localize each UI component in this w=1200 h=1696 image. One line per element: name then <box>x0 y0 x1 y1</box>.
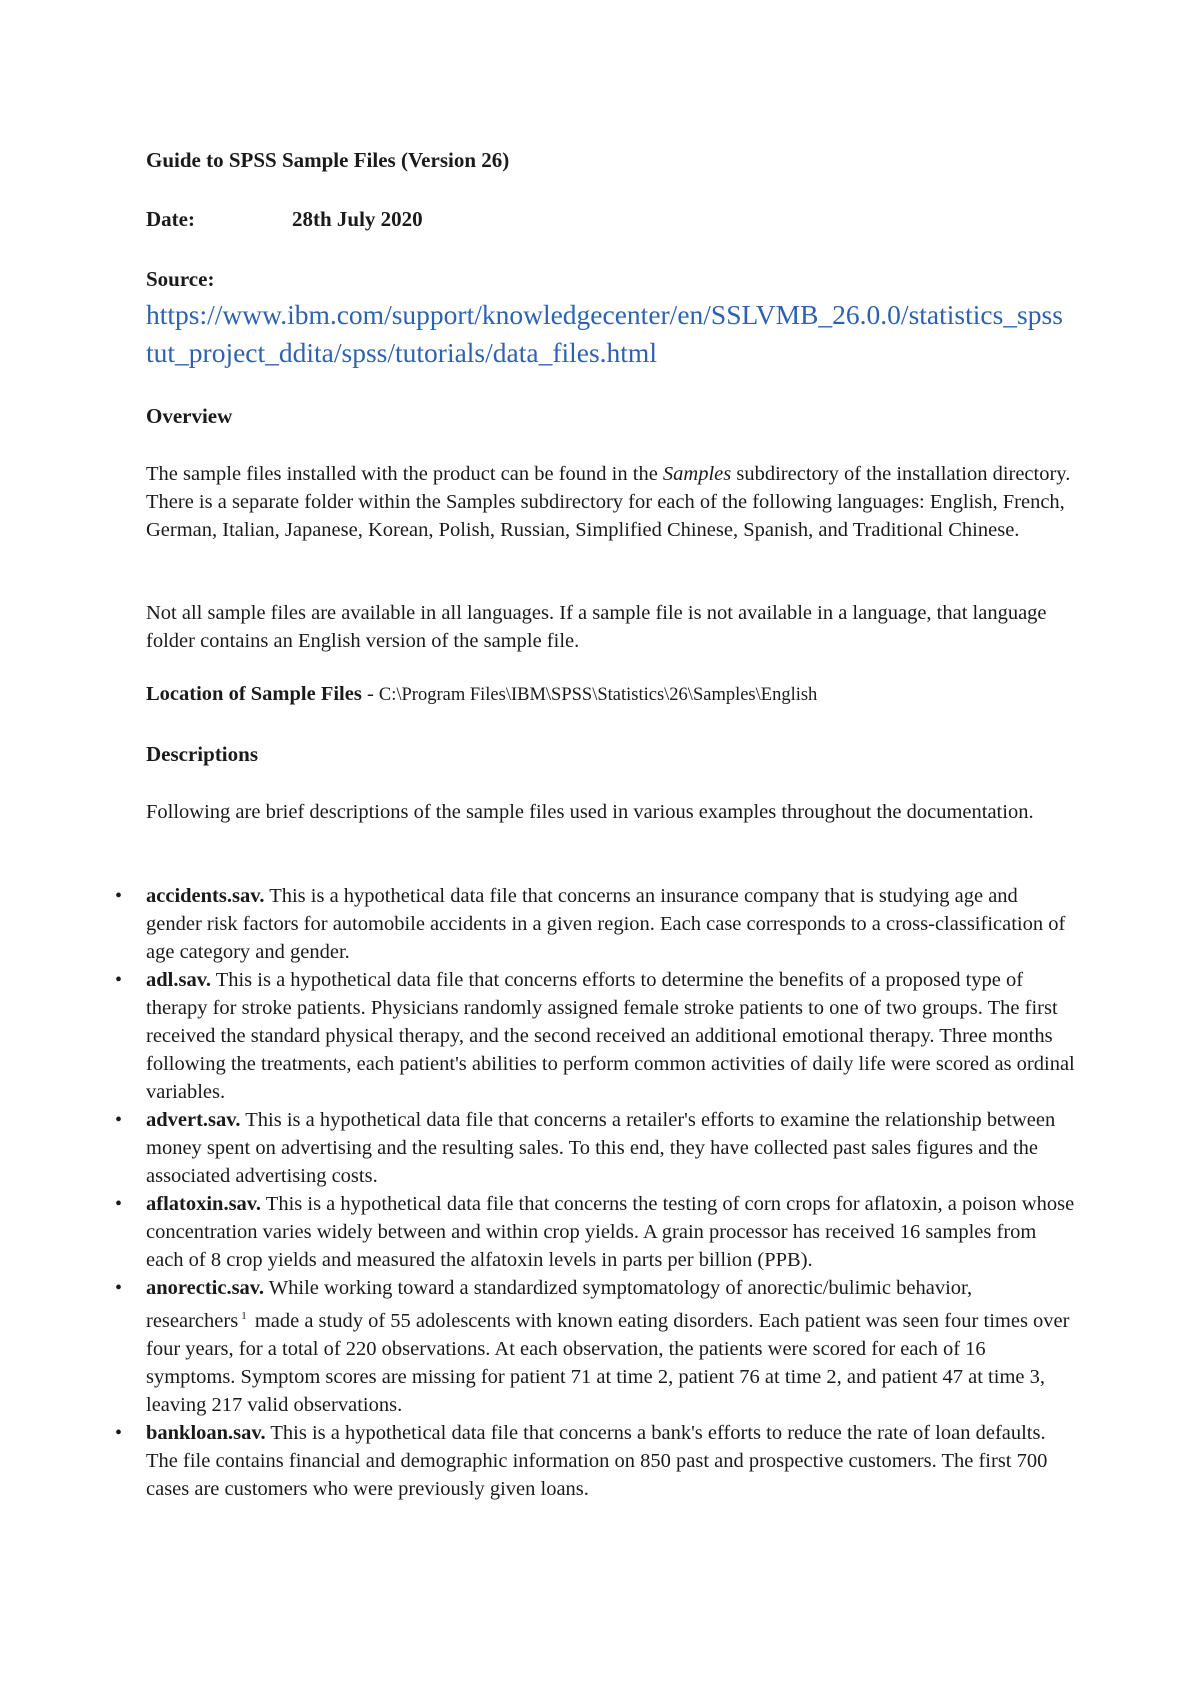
overview-text-after: subdirectory of the installation directory. There is a separate folder within the Samples subdirectory for each of the following languages: English, French, German, Italian, Japanese, Korean, Polish, Russian, Simplified Chinese, Spanish, and Traditional Chinese. <box>146 463 1071 541</box>
file-description: This is a hypothetical data file that concerns the testing of corn crops for aflatoxin, a poison whose concentration varies widely between and within crop yields. A grain processor has received 16 samples from each of 8 crop yields and measured the alfatoxin levels in parts per billion (PPB). <box>146 1193 1075 1271</box>
date-value: 28th July 2020 <box>292 207 423 231</box>
descriptions-heading: Descriptions <box>146 742 258 766</box>
file-name: bankloan.sav. <box>146 1421 266 1444</box>
descriptions-intro: Following are brief descriptions of the sample files used in various examples throughout the documentation. <box>146 801 1034 823</box>
location-label: Location of Sample Files <box>146 683 362 705</box>
location-separator: - <box>361 683 379 705</box>
location-path: C:\Program Files\IBM\SPSS\Statistics\26\Samples\English <box>378 685 818 705</box>
list-item-aflatoxin <box>115 1190 1076 1274</box>
bullet-icon: • <box>115 969 123 991</box>
file-description: This is a hypothetical data file that concerns a retailer's efforts to examine the relationship between money spent on advertising and the resulting sales. To this end, they have collected past sales figures and the associated advertising costs. <box>146 1109 1056 1187</box>
list-item-bankloan <box>115 1419 1076 1503</box>
overview-paragraph-1 <box>146 460 1076 544</box>
file-name: anorectic.sav. <box>146 1277 265 1299</box>
overview-text-before: The sample files installed with the product can be found in the <box>146 463 663 485</box>
source-link[interactable]: https://www.ibm.com/support/knowledgecenter/en/SSLVMB_26.0.0/statistics_spsstut_project_ddita/spss/tutorials/data_files.html <box>146 299 1063 368</box>
bullet-icon: • <box>115 885 123 907</box>
file-name: advert.sav. <box>146 1109 241 1131</box>
overview-paragraph-2: Not all sample files are available in all languages. If a sample file is not available in a language, that language folder contains an English version of the sample file. <box>146 602 1047 652</box>
list-item-advert <box>115 1106 1076 1190</box>
file-description: This is a hypothetical data file that concerns efforts to determine the benefits of a proposed type of therapy for stroke patients. Physicians randomly assigned female stroke patients to one of two groups. The first received the standard physical therapy, and the second received an additional emotional therapy. Three months following the treatments, each patient's abilities to perform common activities of daily life were scored as ordinal variables. <box>146 969 1075 1103</box>
list-item-adl <box>115 966 1076 1106</box>
file-name: aflatoxin.sav. <box>146 1193 262 1215</box>
file-name: accidents.sav. <box>146 885 265 907</box>
location-line <box>146 683 817 706</box>
sample-file-list <box>115 882 1076 1503</box>
date-label: Date: <box>146 207 195 231</box>
file-description: This is a hypothetical data file that concerns a bank's efforts to reduce the rate of loan defaults. The file contains financial and demographic information on 850 past and prospective customers. The first 700 cases are customers who were previously given loans. <box>146 1421 1048 1500</box>
list-item-anorectic <box>115 1274 1076 1419</box>
samples-italic: Samples <box>662 463 732 485</box>
bullet-icon: • <box>115 1193 123 1215</box>
source-label: Source: <box>146 267 215 291</box>
footnote-marker[interactable]: 1 <box>241 1310 247 1322</box>
file-name: adl.sav. <box>146 969 211 991</box>
file-description: While working toward a standardized symptomatology of anorectic/bulimic behavior, researchers <box>146 1277 973 1332</box>
file-description: This is a hypothetical data file that concerns an insurance company that is studying age and gender risk factors for automobile accidents in a given region. Each case corresponds to a cross-classification of age category and gender. <box>146 885 1066 963</box>
bullet-icon: • <box>115 1277 123 1299</box>
file-description-continued: made a study of 55 adolescents with known eating disorders. Each patient was seen four times over four years, for a total of 220 observations. At each observation, the patients were scored for each of 16 symptoms. Symptom scores are missing for patient 71 at time 2, patient 76 at time 2, and patient 47 at time 3, leaving 217 valid observations. <box>146 1309 1070 1416</box>
document-title: Guide to SPSS Sample Files (Version 26) <box>146 148 510 172</box>
bullet-icon: • <box>115 1109 123 1131</box>
overview-heading: Overview <box>146 404 233 428</box>
bullet-icon: • <box>115 1421 123 1444</box>
list-item-accidents <box>115 882 1076 966</box>
